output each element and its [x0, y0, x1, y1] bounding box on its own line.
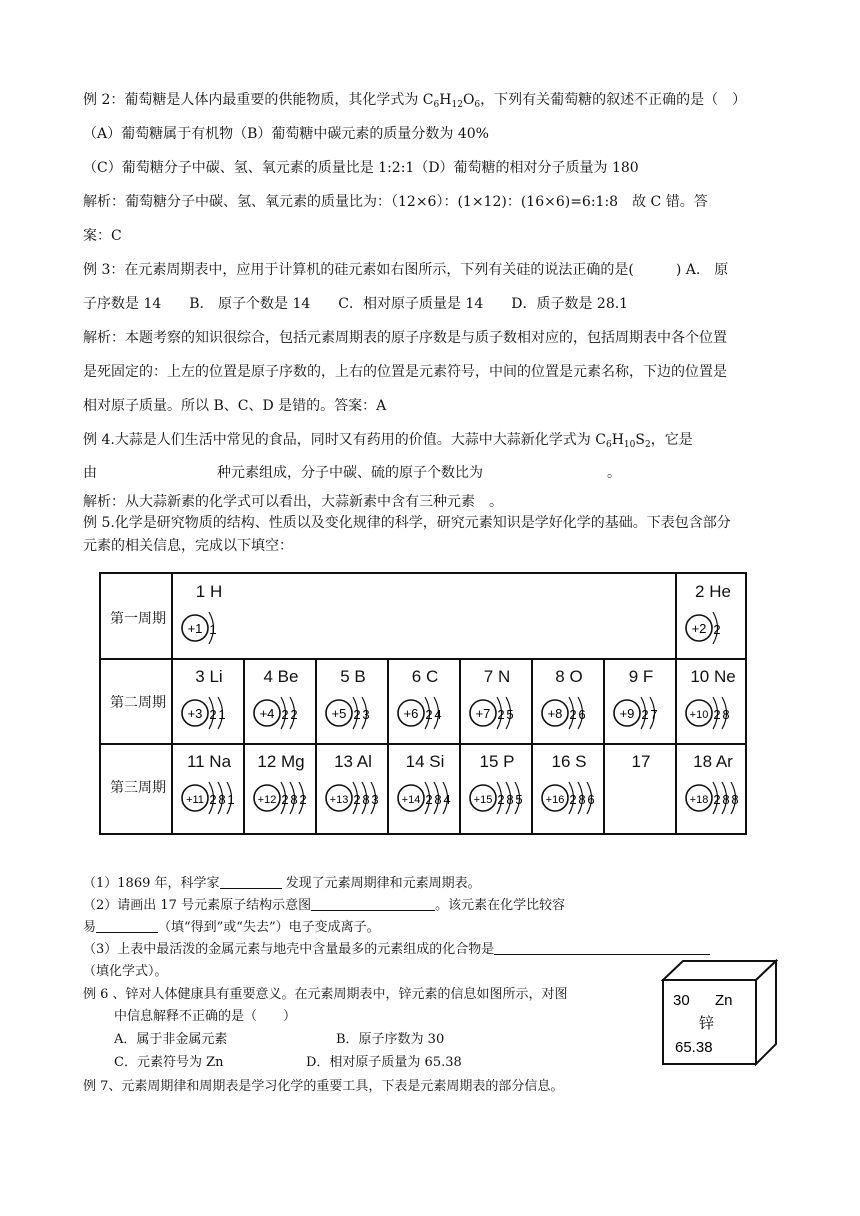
atom-structure-diagram: [245, 689, 317, 739]
element-cell: [173, 744, 245, 828]
zinc-name: 锌: [699, 1014, 715, 1032]
element-label: 14 Si: [405, 752, 445, 771]
element-cell: [389, 659, 461, 743]
atom-structure-diagram: [173, 774, 245, 824]
electron-count: 1: [227, 792, 235, 807]
element-label: 17: [631, 752, 651, 771]
atom-structure-diagram: [533, 774, 605, 824]
ex5-question-line2: 元素的相关信息，完成以下填空：: [83, 538, 293, 554]
structure-blank[interactable]: [311, 896, 435, 911]
element-cell: [677, 659, 749, 743]
electron-count: 1: [209, 622, 217, 637]
electron-count: 2: [713, 622, 721, 637]
ex5-sub2-line2: 易 （填“得到”或“失去”）电子变成离子。: [83, 920, 380, 935]
electron-count: 8: [722, 792, 730, 807]
nucleus-charge: +1: [187, 621, 203, 636]
atom-structure-diagram: [461, 689, 533, 739]
element-cell: [533, 659, 605, 743]
atom-structure-diagram: [605, 689, 677, 739]
nucleus-charge: +13: [329, 794, 349, 806]
ex6-question-line1: 例 6 、锌对人体健康具有重要意义。在元素周期表中，锌元素的信息如图所示，对图: [83, 987, 568, 1002]
electron-count: 2: [641, 707, 649, 722]
element-cell: [605, 744, 677, 828]
electron-count: 5: [515, 792, 523, 807]
electron-count: 6: [587, 792, 595, 807]
electron-count: 2: [353, 707, 361, 722]
atom-structure-diagram: [389, 689, 461, 739]
element-label: 3 Li: [195, 667, 223, 686]
element-cell: [245, 659, 317, 743]
nucleus-charge: +3: [187, 706, 203, 721]
nucleus-charge: +16: [545, 794, 565, 806]
atom-structure-diagram: [533, 689, 605, 739]
ex3-analysis-line1: 解析：本题考察的知识很综合，包括元素周期表的原子序数是与质子数相对应的，包括周期表中各个位置: [83, 330, 727, 346]
electron-count: 8: [434, 792, 442, 807]
atom-structure-diagram: [677, 774, 749, 824]
ex2-question: 例 2：葡萄糖是人体内最重要的供能物质，其化学式为 $C_6H_{12}O_6$，下列有关葡萄糖的叙述不正确的是（ ）: [83, 92, 747, 110]
electron-count: 4: [434, 707, 442, 722]
element-cell: [173, 574, 245, 658]
electron-count: 3: [362, 707, 370, 722]
zinc-element-card: [661, 958, 778, 1066]
electron-count: 2: [569, 792, 577, 807]
element-cell: [461, 659, 533, 743]
element-label: 4 Be: [263, 667, 299, 686]
element-label: 13 Al: [334, 752, 372, 771]
electron-count: 2: [425, 707, 433, 722]
element-cell: [533, 744, 605, 828]
compound-blank[interactable]: [494, 940, 710, 955]
atom-structure-diagram: [677, 689, 749, 739]
ex7-question: 例 7、元素周期律和周期表是学习化学的重要工具，下表是元素周期表的部分信息。: [83, 1079, 564, 1094]
ex5-sub1: （1）1869 年，科学家 发现了元素周期律和元素周期表。: [83, 876, 481, 891]
atom-structure-diagram: [317, 774, 389, 824]
electron-count: 2: [209, 792, 217, 807]
ex2-analysis-line2: 案：C: [83, 228, 122, 244]
electron-count: 8: [722, 707, 730, 722]
element-label: 11 Na: [186, 752, 232, 771]
element-label: 16 S: [551, 752, 587, 771]
element-cell: [389, 744, 461, 828]
ex6-option-a: A．属于非金属元素: [114, 1032, 228, 1047]
nucleus-charge: +9: [619, 706, 635, 721]
element-label: 2 He: [695, 582, 731, 601]
electron-count: 7: [650, 707, 658, 722]
period-2-label: 第二周期: [110, 695, 166, 711]
zinc-symbol: Zn: [715, 992, 733, 1009]
atom-structure-diagram: [245, 774, 317, 824]
zinc-atomic-number: 30: [673, 992, 690, 1009]
nucleus-charge: +4: [259, 706, 275, 721]
element-cell: [245, 744, 317, 828]
electron-count: 5: [506, 707, 514, 722]
electron-count: 2: [497, 792, 505, 807]
nucleus-charge: +10: [689, 709, 709, 721]
element-label: 9 F: [628, 667, 654, 686]
electron-count: 1: [218, 707, 226, 722]
ex2-options-cd: （C）葡萄糖分子中碳、氢、氧元素的质量比是 1:2:1（D）葡萄糖的相对分子质量为 180: [83, 160, 639, 176]
nucleus-charge: +18: [689, 794, 709, 806]
nucleus-charge: +2: [691, 621, 707, 636]
element-label: 5 B: [340, 667, 366, 686]
atom-structure-diagram: [317, 689, 389, 739]
ex5-sub2: （2）请画出 17 号元素原子结构示意图 。该元素在化学比较容: [83, 898, 566, 913]
electron-count: 2: [209, 707, 217, 722]
nucleus-charge: +12: [257, 794, 277, 806]
electron-count: 2: [290, 707, 298, 722]
atom-structure-diagram: [173, 604, 245, 654]
electron-count: 4: [443, 792, 451, 807]
nucleus-charge: +7: [475, 706, 491, 721]
electron-count: 2: [497, 707, 505, 722]
ex5-question-line1: 例 5.化学是研究物质的结构、性质以及变化规律的科学，研究元素知识是学好化学的基础。下表包含部分: [83, 515, 731, 531]
nucleus-charge: +15: [473, 794, 493, 806]
ex4-analysis: 解析：从大蒜新素的化学式可以看出，大蒜新素中含有三种元素 。: [83, 494, 503, 510]
element-cell: [677, 744, 749, 828]
electron-count: 6: [578, 707, 586, 722]
atom-structure-diagram: [389, 774, 461, 824]
electron-count: 3: [371, 792, 379, 807]
electron-count: 8: [578, 792, 586, 807]
element-label: 18 Ar: [693, 752, 733, 771]
electron-count: 8: [362, 792, 370, 807]
nucleus-charge: +14: [401, 794, 421, 806]
electron-count: 2: [353, 792, 361, 807]
atom-structure-diagram: [677, 604, 749, 654]
zinc-mass: 65.38: [675, 1039, 713, 1056]
electron-count: 2: [569, 707, 577, 722]
period-1-label: 第一周期: [110, 611, 166, 627]
gain-lose-blank[interactable]: [96, 918, 158, 933]
ex4-question-line2: 由 种元素组成，分子中碳、硫的原子个数比为 。: [83, 465, 621, 481]
element-label: 6 C: [411, 667, 439, 686]
ex2-options-ab: （A）葡萄糖属于有机物（B）葡萄糖中碳元素的质量分数为 40%: [83, 126, 489, 142]
ex6-question-line2: 中信息解释不正确的是（ ）: [114, 1009, 297, 1024]
ex3-analysis-line3: 相对原子质量。所以 B、C、D 是错的。答案：A: [83, 398, 387, 414]
nucleus-charge: +8: [547, 706, 563, 721]
ex3-question-line1: 例 3：在元素周期表中，应用于计算机的硅元素如右图所示，下列有关硅的说法正确的是( ) A. 原: [83, 262, 729, 278]
electron-count: 8: [506, 792, 514, 807]
ex5-sub3-line2: （填化学式）。: [83, 964, 168, 979]
electron-count: 2: [281, 792, 289, 807]
period-3-label: 第三周期: [110, 780, 166, 796]
element-label: 12 Mg: [257, 752, 305, 771]
ex6-option-d: D．相对原子质量为 65.38: [306, 1055, 462, 1070]
ex4-question: 例 4.大蒜是人们生活中常见的食品，同时又有药用的价值。大蒜中大蒜新化学式为 $C_6H_{10}S_2$，它是: [83, 432, 693, 450]
element-cell: [317, 659, 389, 743]
element-label: 10 Ne: [690, 667, 736, 686]
element-cell: [461, 744, 533, 828]
ex6-option-c: C．元素符号为 Zn: [114, 1055, 224, 1070]
atom-structure-diagram: [461, 774, 533, 824]
element-cell: [605, 659, 677, 743]
element-label: 1 H: [195, 582, 223, 601]
electron-count: 2: [713, 707, 721, 722]
ex3-analysis-line2: 是死固定的：上左的位置是原子序数的，上右的位置是元素符号，中间的位置是元素名称，下边的位置是: [83, 364, 727, 380]
ex3-question-line2: 子序数是 14 B. 原子个数是 14 C．相对原子质量是 14 D．质子数是 28.1: [83, 296, 629, 312]
nucleus-charge: +6: [403, 706, 419, 721]
element-cell: [317, 744, 389, 828]
ex5-sub3: （3）上表中最活泼的金属元素与地壳中含量最多的元素组成的化合物是: [83, 940, 710, 960]
ex6-option-b: B．原子序数为 30: [336, 1032, 445, 1047]
element-label: 15 P: [479, 752, 515, 771]
electron-count: 2: [425, 792, 433, 807]
ex2-analysis-line1: 解析：葡萄糖分子中碳、氢、氧元素的质量比为：（12×6）：(1×12)：(16×6)=6:1:8 故 C 错。答: [83, 194, 708, 210]
electron-count: 8: [731, 792, 739, 807]
element-cell: [173, 659, 245, 743]
scientist-blank[interactable]: [220, 874, 282, 889]
element-label: 8 O: [555, 667, 583, 686]
nucleus-charge: +11: [186, 794, 204, 806]
element-label: 7 N: [483, 667, 511, 686]
electron-count: 8: [218, 792, 226, 807]
electron-count: 2: [281, 707, 289, 722]
periodic-table: [99, 572, 747, 835]
atom-structure-diagram: [173, 689, 245, 739]
nucleus-charge: +5: [331, 706, 347, 721]
electron-count: 8: [290, 792, 298, 807]
electron-count: 2: [299, 792, 307, 807]
element-cell: [677, 574, 749, 658]
electron-count: 2: [713, 792, 721, 807]
